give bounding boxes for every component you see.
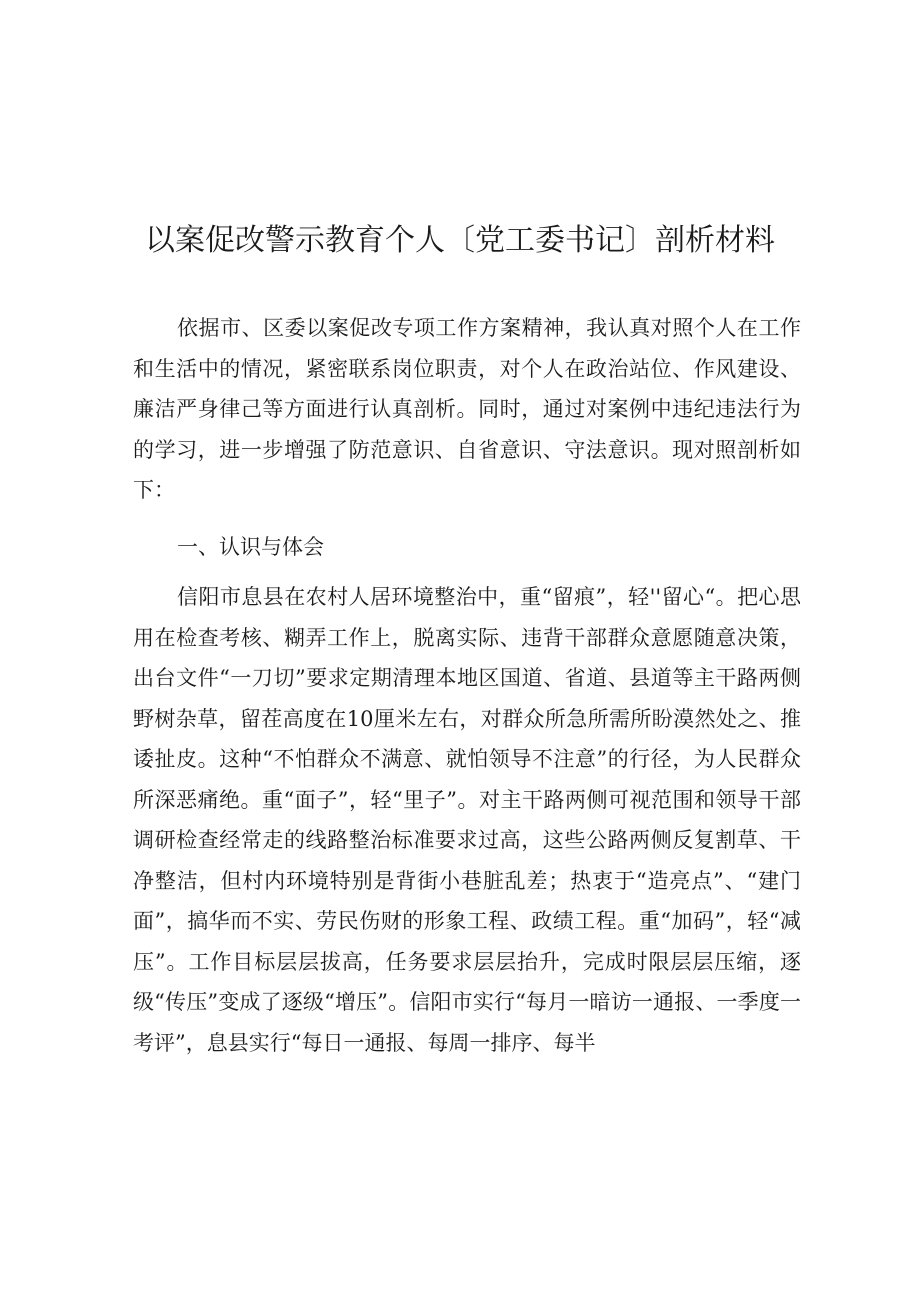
body-paragraph: 信阳市息县在农村人居环境整治中，重“留痕”，轻''留心“。把心思用在检查考核、糊弄工作上，脱离实际、违背干部群众意愿随意决策，出台文件“一刀切”要求定期清理本地区国道、省道、县道等主干路两侧野树杂草，留茬高度在10厘米左右，对群众所急所需所盼漠然处之、推诿扯皮。这种“不怕群众不满意、就怕领导不注意”的行径，为人民群众所深恶痛绝。重“面子”，轻“里子”。对主干路两侧可视范围和领导干部调研检查经常走的线路整治标准要求过高，这些公路两侧反复割草、干净整洁，但村内环境特别是背街小巷脏乱差；热衷于“造亮点”、“建门面”，搞华而不实、劳民伤财的形象工程、政绩工程。重“加码”，轻“减压”。工作目标层层拔高，任务要求层层抬升，完成时限层层压缩，逐级“传压”变成了逐级“增压”。信阳市实行“每月一暗访一通报、一季度一考评”，息县实行“每日一通报、每周一排序、每半: [133, 585, 801, 1055]
document-title: 以案促改警示教育个人〔党工委书记〕剖析材料: [145, 223, 775, 258]
intro-paragraph: 依据市、区委以案促改专项工作方案精神，我认真对照个人在工作和生活中的情况，紧密联系岗位职责，对个人在政治站位、作风建设、廉洁严身律己等方面进行认真剖析。同时，通过对案例中违纪违法行为的学习，进一步增强了防范意识、自省意识、守法意识。现对照剖析如下：: [133, 316, 801, 502]
section-heading: 一、认识与体会: [177, 535, 324, 559]
